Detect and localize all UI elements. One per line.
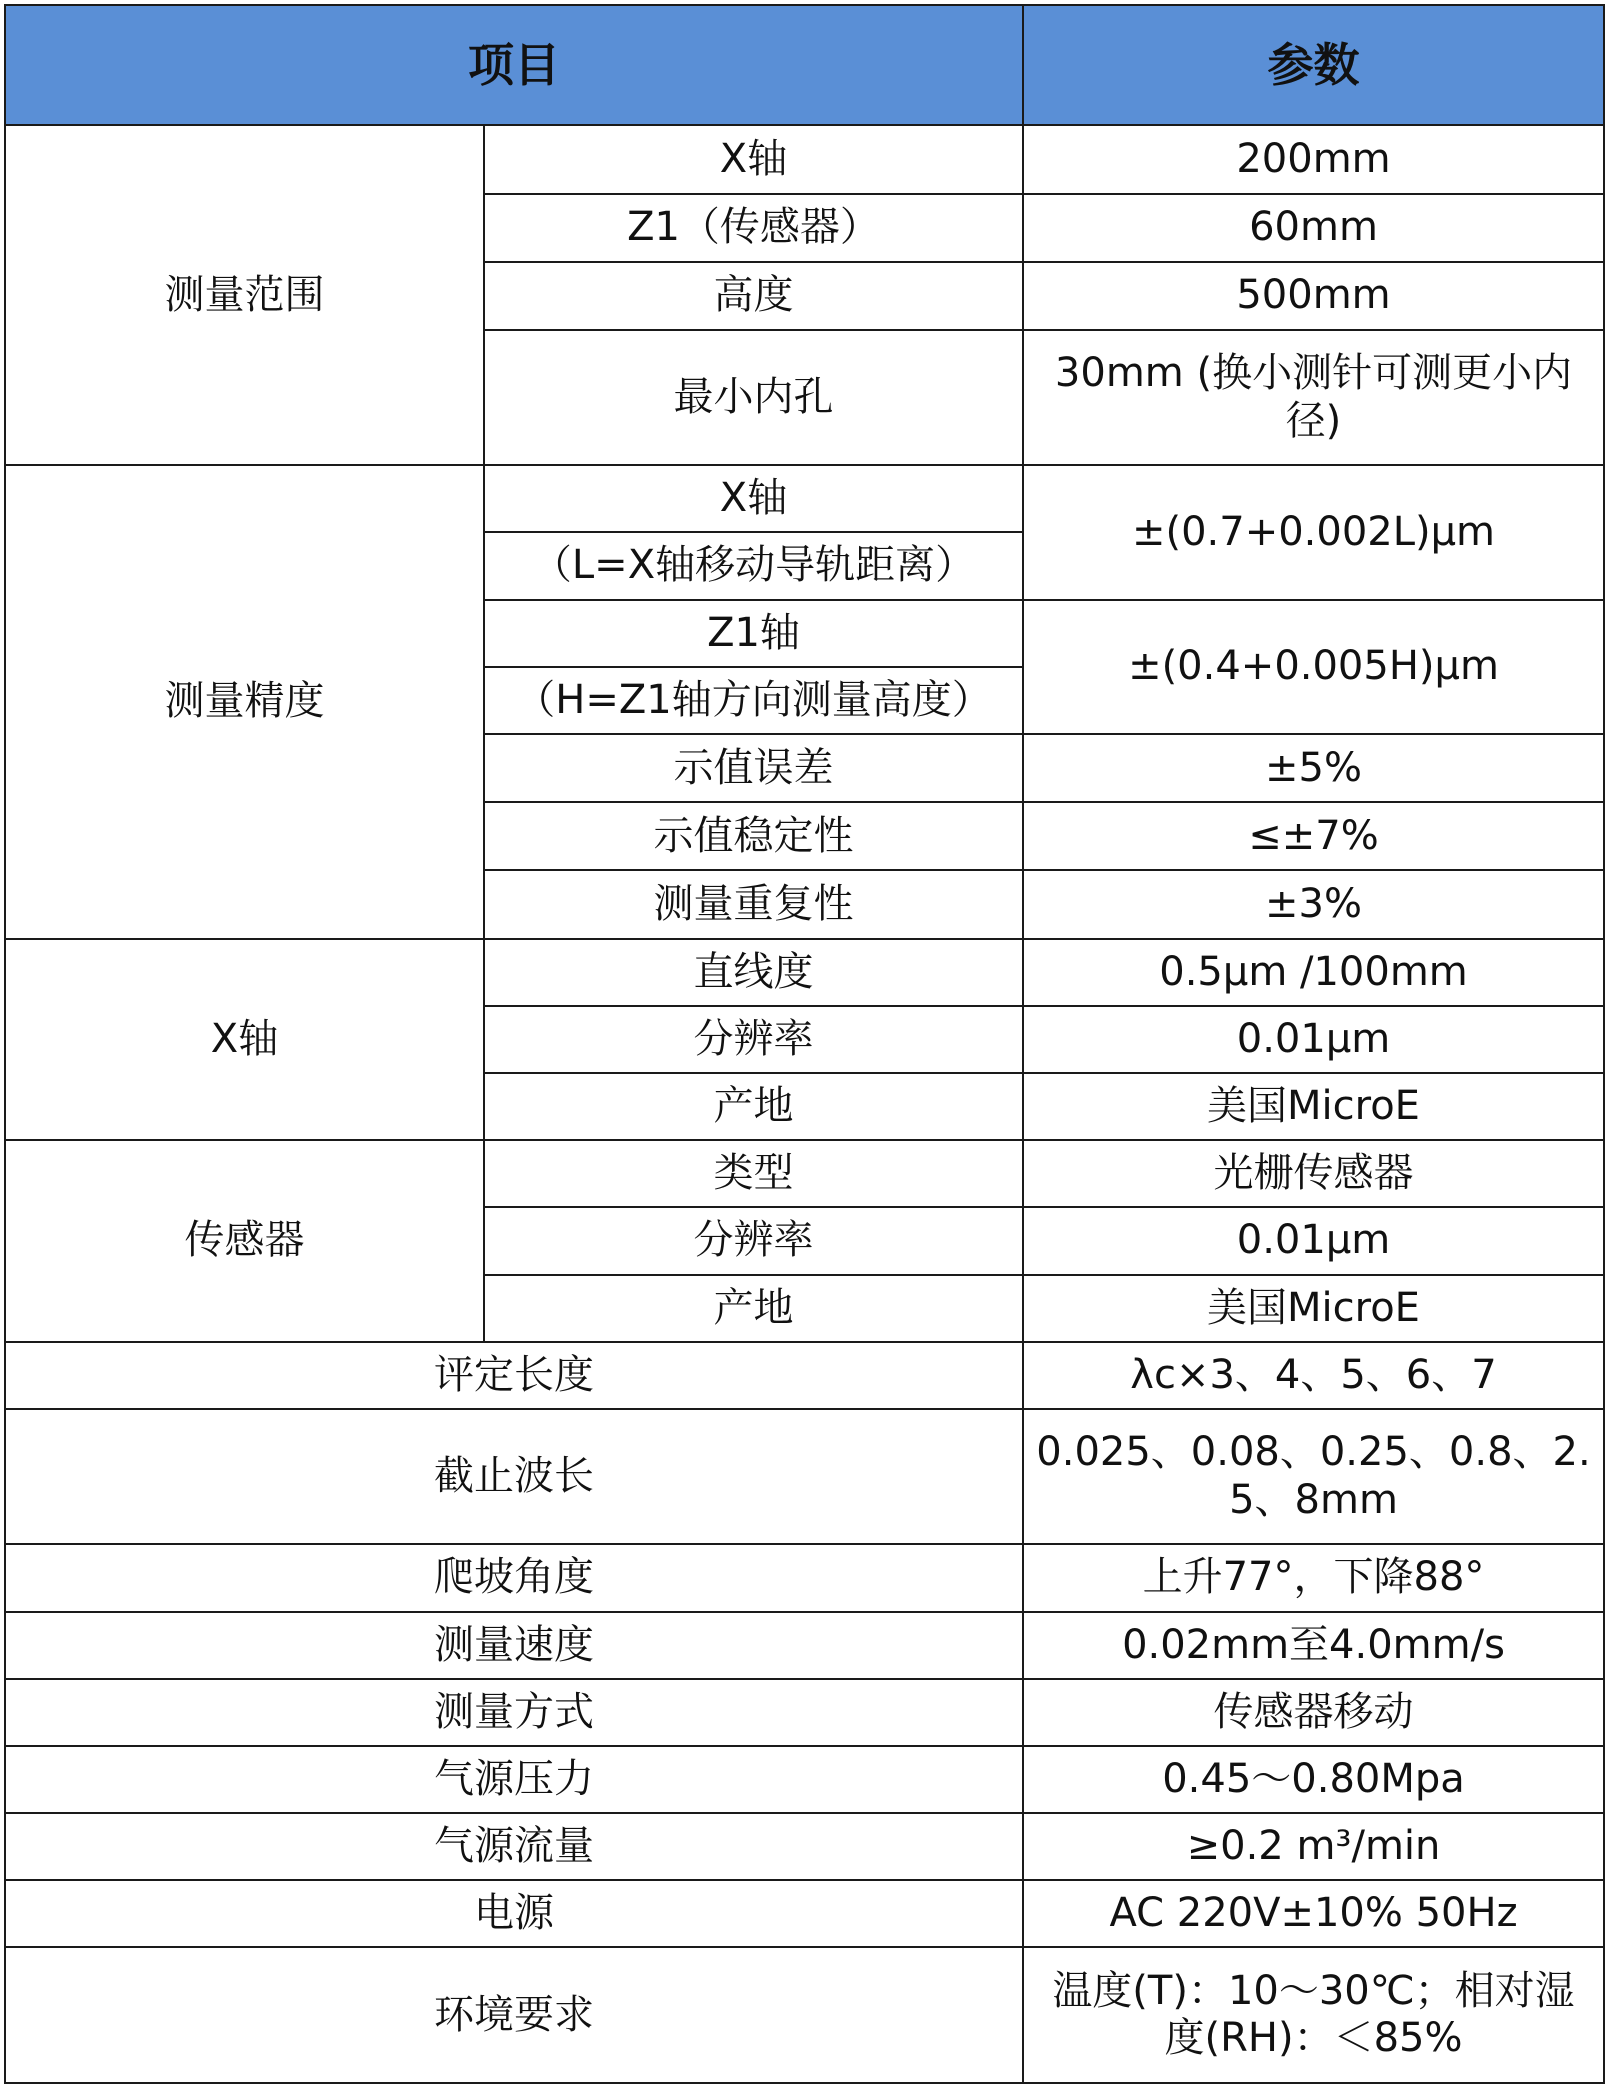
spec-sheet [4, 4, 1603, 2084]
table-row [5, 1947, 1604, 2083]
row-value: 光栅传感器 [1023, 1140, 1604, 1207]
table-row [5, 1612, 1604, 1679]
row-value: 上升77°，下降88° [1023, 1544, 1604, 1611]
row-value: 60mm [1023, 194, 1604, 262]
row-value: λc×3、4、5、6、7 [1023, 1342, 1604, 1409]
row-value: 0.45～0.80Mpa [1023, 1746, 1604, 1813]
group-label-range: 测量范围 [5, 125, 484, 465]
row-name: 高度 [484, 262, 1023, 330]
row-name: 直线度 [484, 939, 1023, 1006]
table-row [5, 939, 1604, 1006]
row-name: 爬坡角度 [5, 1544, 1023, 1611]
row-note: （L=X轴移动导轨距离） [484, 532, 1023, 599]
row-name: 产地 [484, 1073, 1023, 1140]
row-value: 30mm (换小测针可测更小内径) [1023, 330, 1604, 465]
row-value: 500mm [1023, 262, 1604, 330]
row-name: X轴 [484, 465, 1023, 532]
row-name: 测量重复性 [484, 870, 1023, 938]
group-label-accuracy: 测量精度 [5, 465, 484, 938]
row-value: 传感器移动 [1023, 1679, 1604, 1746]
row-value: 美国MicroE [1023, 1073, 1604, 1140]
row-name: 类型 [484, 1140, 1023, 1207]
row-name: 评定长度 [5, 1342, 1023, 1409]
table-row [5, 125, 1604, 193]
row-name: 气源流量 [5, 1813, 1023, 1880]
table-row [5, 1140, 1604, 1207]
row-value: 美国MicroE [1023, 1275, 1604, 1342]
row-name: 测量方式 [5, 1679, 1023, 1746]
row-name: 电源 [5, 1880, 1023, 1947]
row-value: AC 220V±10% 50Hz [1023, 1880, 1604, 1947]
row-note: （H=Z1轴方向测量高度） [484, 667, 1023, 734]
table-row [5, 1813, 1604, 1880]
group-label-xaxis: X轴 [5, 939, 484, 1141]
row-name: Z1（传感器） [484, 194, 1023, 262]
row-name: Z1轴 [484, 600, 1023, 667]
row-name: 气源压力 [5, 1746, 1023, 1813]
row-value: ≤±7% [1023, 802, 1604, 870]
row-value: ±5% [1023, 734, 1604, 802]
row-value: 0.02mm至4.0mm/s [1023, 1612, 1604, 1679]
row-value: 0.025、0.08、0.25、0.8、2.5、8mm [1023, 1409, 1604, 1544]
row-value: ±3% [1023, 870, 1604, 938]
row-value: 200mm [1023, 125, 1604, 193]
table-row [5, 465, 1604, 532]
row-name: 测量速度 [5, 1612, 1023, 1679]
row-name: 分辨率 [484, 1006, 1023, 1073]
row-name: X轴 [484, 125, 1023, 193]
table-row [5, 1544, 1604, 1611]
row-name: 示值稳定性 [484, 802, 1023, 870]
row-value: 0.01μm [1023, 1006, 1604, 1073]
row-value: 0.5μm /100mm [1023, 939, 1604, 1006]
header-row [5, 5, 1604, 125]
row-value: 温度(T)：10～30℃；相对湿度(RH)：＜85% [1023, 1947, 1604, 2083]
row-name: 产地 [484, 1275, 1023, 1342]
row-value: 0.01μm [1023, 1207, 1604, 1274]
row-name: 示值误差 [484, 734, 1023, 802]
header-item: 项目 [5, 5, 1023, 125]
row-name: 环境要求 [5, 1947, 1023, 2083]
table-row [5, 1746, 1604, 1813]
row-name: 截止波长 [5, 1409, 1023, 1544]
table-row [5, 1409, 1604, 1544]
table-row [5, 1342, 1604, 1409]
spec-table [4, 4, 1605, 2084]
row-value: ≥0.2 m³/min [1023, 1813, 1604, 1880]
table-row [5, 1880, 1604, 1947]
row-name: 最小内孔 [484, 330, 1023, 465]
header-param: 参数 [1023, 5, 1604, 125]
group-label-sensor: 传感器 [5, 1140, 484, 1342]
table-row [5, 1679, 1604, 1746]
row-value: ±(0.7+0.002L)μm [1023, 465, 1604, 599]
row-value: ±(0.4+0.005H)μm [1023, 600, 1604, 734]
row-name: 分辨率 [484, 1207, 1023, 1274]
